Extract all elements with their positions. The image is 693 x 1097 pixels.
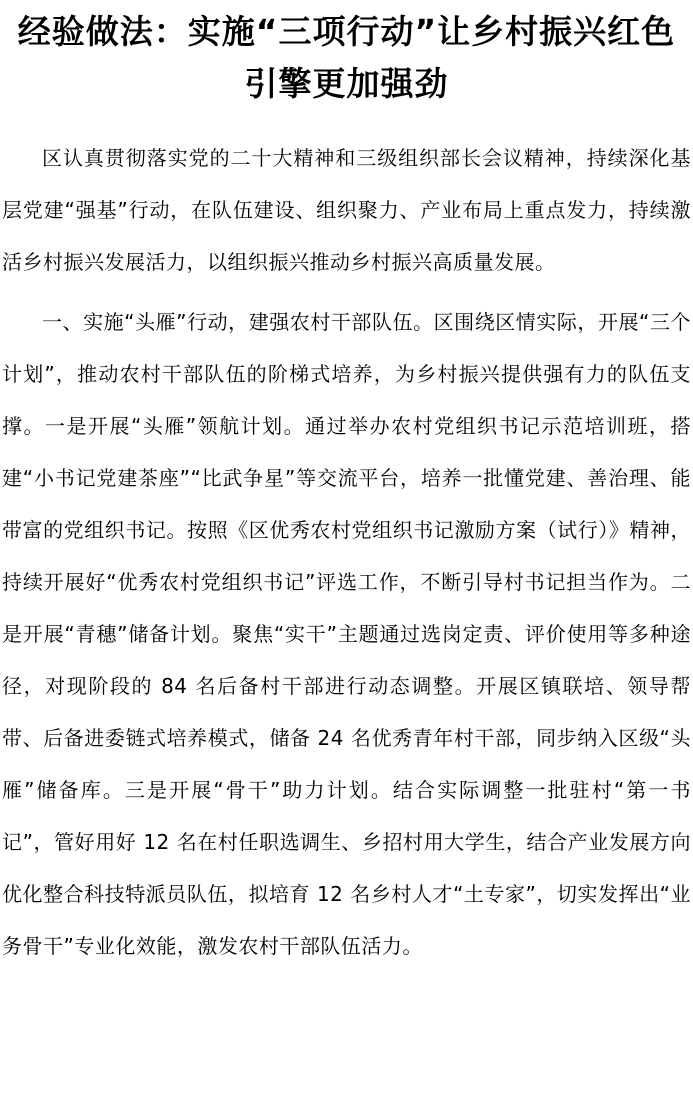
document-body xyxy=(2,132,691,972)
paragraph-intro: 区认真贯彻落实党的二十大精神和三级组织部长会议精神，持续深化基层党建“强基”行动，在队伍建设、组织聚力、产业布局上重点发力，持续激活乡村振兴发展活力，以组织振兴推动乡村振兴高质量发展。 xyxy=(2,146,691,274)
paragraph-section-one: 一、实施“头雁”行动，建强农村干部队伍。区围绕区情实际，开展“三个计划”，推动农村干部队伍的阶梯式培养，为乡村振兴提供强有力的队伍支撑。一是开展“头雁”领航计划。通过举办农村党组织书记示范培训班，搭建“小书记党建茶座”“比武争星”等交流平台，培养一批懂党建、善治理、能带富的党组织书记。按照《区优秀农村党组织书记激励方案（试行）》精神，持续开展好“优秀农村党组织书记”评选工作，不断引导村书记担当作为。二是开展“青穗”储备计划。聚焦“实干”主题通过选岗定责、评价使用等多种途径，对现阶段的 84 名后备村干部进行动态调整。开展区镇联培、领导帮带、后备进委链式培养模式，储备 24 名优秀青年村干部，同步纳入区级“头雁”储备库。三是开展“骨干”助力计划。结合实际调整一批驻村“第一书记”，管好用好 12 名在村任职选调生、乡招村用大学生，结合产业发展方向优化整合科技特派员队伍，拟培育 12 名乡村人才“土专家”，切实发挥出“业务骨干”专业化效能，激发农村干部队伍活力。 xyxy=(2,310,691,958)
document-title: 经验做法：实施“三项行动”让乡村振兴红色引擎更加强劲 xyxy=(17,12,676,103)
